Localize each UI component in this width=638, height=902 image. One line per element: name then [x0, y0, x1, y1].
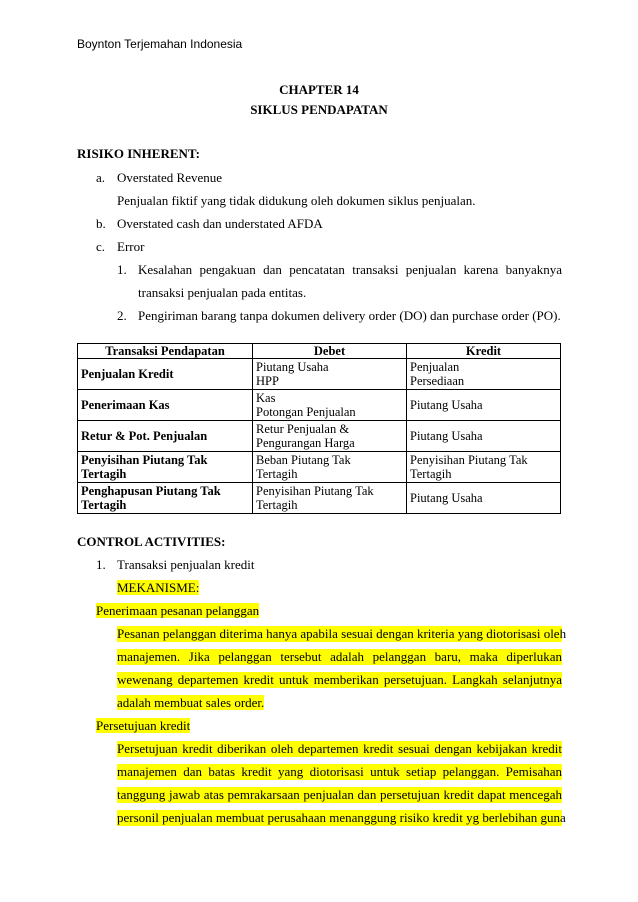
chapter-title: SIKLUS PENDAPATAN — [250, 102, 388, 117]
sub1-line4: adalah membuat sales order. — [117, 695, 265, 710]
debet-line2: Tertagih — [256, 498, 298, 512]
transaksi-line1: Penerimaan Kas — [81, 398, 170, 412]
kredit-line2: Tertagih — [410, 467, 452, 481]
list-label-a: a. — [96, 170, 106, 185]
debet-line2: Pengurangan Harga — [256, 436, 355, 450]
transaksi-line2: Tertagih — [81, 467, 127, 481]
page-header: Boynton Terjemahan Indonesia — [77, 37, 243, 51]
risiko-c1-line1: Kesalahan pengakuan dan pencatatan transaksi penjualan karena banyaknya — [138, 262, 562, 277]
debet-line1: Penyisihan Piutang Tak — [256, 484, 374, 498]
risiko-a-desc: Penjualan fiktif yang tidak didukung oleh dokumen siklus penjualan. — [117, 193, 476, 208]
sub2-line2: manajemen dan batas kredit yang diotorisasi untuk setiap pelanggan. Pemisahan — [117, 764, 562, 779]
transaksi-line1: Retur & Pot. Penjualan — [81, 429, 208, 443]
debet-line1: Retur Penjualan & — [256, 422, 350, 436]
chapter-number: CHAPTER 14 — [279, 82, 359, 97]
kredit-line1: Penjualan — [410, 360, 460, 374]
sub2-line1: Persetujuan kredit diberikan oleh departemen kredit sesuai dengan kebijakan kredit — [117, 741, 562, 756]
risiko-c2-text: Pengiriman barang tanpa dokumen delivery order (DO) dan purchase order (PO). — [138, 308, 561, 323]
transaksi-line1: Penyisihan Piutang Tak — [81, 453, 208, 467]
kredit-line2: Persediaan — [410, 374, 465, 388]
kredit-line1: Piutang Usaha — [410, 491, 483, 505]
mekanisme-label: MEKANISME: — [117, 580, 200, 595]
table-row — [78, 390, 561, 421]
kredit-line1: Penyisihan Piutang Tak — [410, 453, 528, 467]
sub2-line4: personil penjualan membuat perusahaan menanggung risiko kredit yg berlebihan guna — [117, 810, 566, 825]
risiko-c1-line2: transaksi penjualan pada entitas. — [138, 285, 307, 300]
risiko-b-text: Overstated cash dan understated AFDA — [117, 216, 323, 231]
table-header-kredit: Kredit — [407, 344, 561, 359]
debet-line1: Piutang Usaha — [256, 360, 329, 374]
list-label-b: b. — [96, 216, 106, 231]
risiko-heading: RISIKO INHERENT: — [77, 146, 200, 161]
list-label-c: c. — [96, 239, 106, 254]
control-heading: CONTROL ACTIVITIES: — [77, 534, 226, 549]
kredit-line1: Piutang Usaha — [410, 429, 483, 443]
table-row — [78, 483, 561, 514]
list-label-1: 1. — [96, 557, 106, 572]
risiko-a-text: Overstated Revenue — [117, 170, 223, 185]
debet-line1: Beban Piutang Tak — [256, 453, 351, 467]
table-row — [78, 359, 561, 390]
table-row — [78, 452, 561, 483]
sub1-line2: manajemen. Jika pelanggan tersebut adalah pelanggan baru, maka diperlukan — [117, 649, 562, 664]
transaksi-line1: Penghapusan Piutang Tak — [81, 484, 221, 498]
sub1-line1: Pesanan pelanggan diterima hanya apabila sesuai dengan kriteria yang diotorisasi oleh — [117, 626, 567, 641]
debet-line2: Potongan Penjualan — [256, 405, 356, 419]
kredit-line1: Piutang Usaha — [410, 398, 483, 412]
risiko-c-text: Error — [117, 239, 145, 254]
transaksi-line2: Tertagih — [81, 498, 127, 512]
debet-line2: HPP — [256, 374, 279, 388]
table-row — [78, 421, 561, 452]
sub1-line3: wewenang departemen kredit untuk memberikan persetujuan. Langkah selanjutnya — [117, 672, 562, 687]
transaksi-line1: Penjualan Kredit — [81, 367, 174, 381]
list-label-c2: 2. — [117, 308, 127, 323]
sub2-title: Persetujuan kredit — [96, 718, 191, 733]
control-item1-text: Transaksi penjualan kredit — [117, 557, 255, 572]
list-label-c1: 1. — [117, 262, 127, 277]
table-header-transaksi: Transaksi Pendapatan — [78, 344, 253, 359]
sub1-title: Penerimaan pesanan pelanggan — [96, 603, 260, 618]
table-header-debet: Debet — [253, 344, 407, 359]
debet-line1: Kas — [256, 391, 276, 405]
transaction-table — [77, 343, 561, 514]
sub2-line3: tanggung jawab atas pemrakarsaan penjualan dan persetujuan kredit dapat mencegah — [117, 787, 562, 802]
debet-line2: Tertagih — [256, 467, 298, 481]
